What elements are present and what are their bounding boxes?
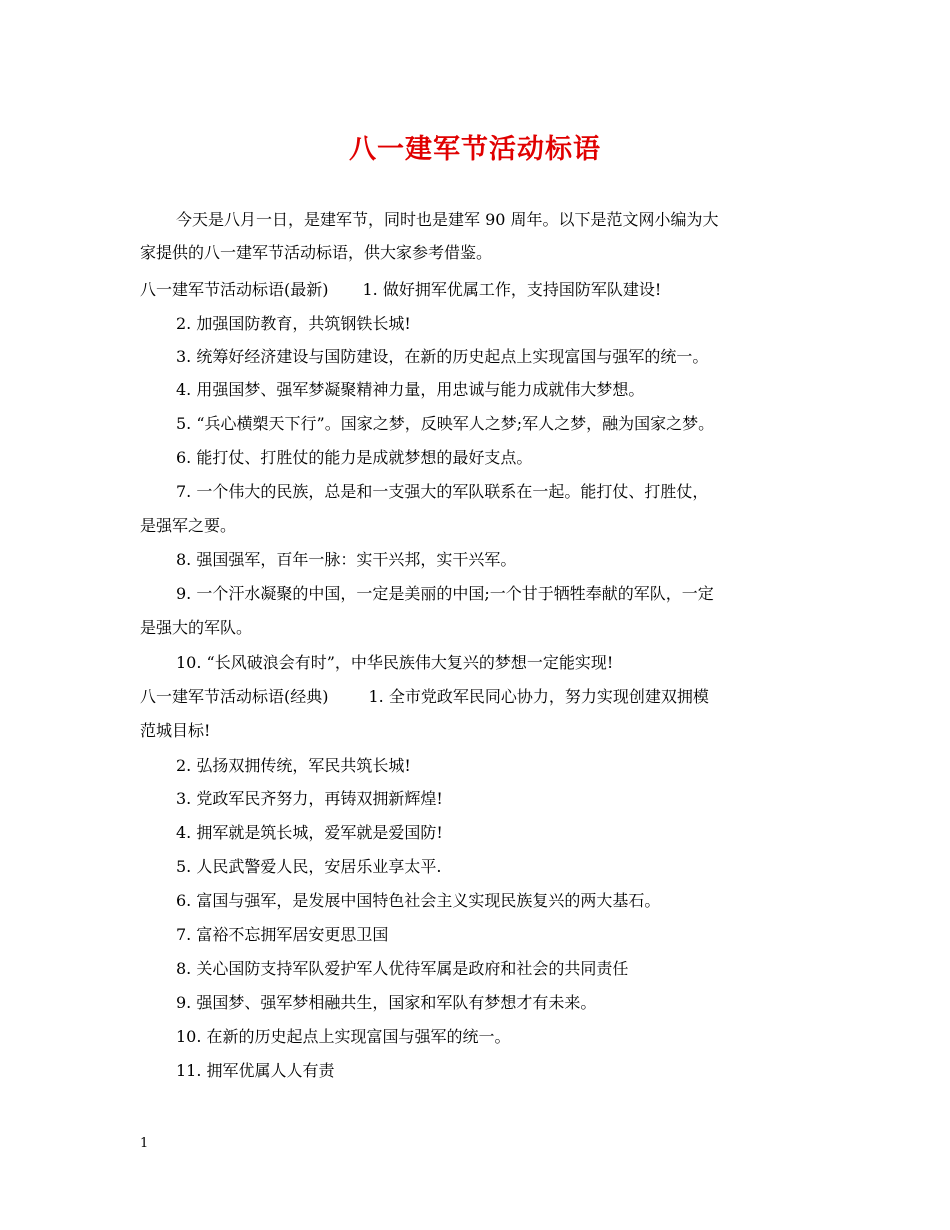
section2-item-10: 10. 在新的历史起点上实现富国与强军的统一。 [176, 1027, 511, 1046]
section2-item-3: 3. 党政军民齐努力，再铸双拥新辉煌! [176, 789, 443, 808]
section2-item-1: 1. 全市党政军民同心协力，努力实现创建双拥模 [368, 687, 709, 706]
section1-item-6: 6. 能打仗、打胜仗的能力是成就梦想的最好支点。 [176, 448, 533, 467]
section2-item-8: 8. 关心国防支持军队爱护军人优待军属是政府和社会的共同责任 [176, 959, 629, 978]
section2-item-5: 5. 人民武警爱人民，安居乐业享太平. [176, 857, 442, 876]
section1-item-7-cont: 是强军之要。 [140, 516, 237, 535]
section2-item-9: 9. 强国梦、强军梦相融共生，国家和军队有梦想才有未来。 [176, 993, 597, 1012]
section2-item-6: 6. 富国与强军，是发展中国特色社会主义实现民族复兴的两大基石。 [176, 891, 661, 910]
section1-item-2: 2. 加强国防教育，共筑钢铁长城! [176, 314, 411, 333]
page-number: 1 [140, 1136, 149, 1151]
section1-item-3: 3. 统筹好经济建设与国防建设，在新的历史起点上实现富国与强军的统一。 [176, 347, 709, 366]
section1-heading-line [140, 279, 661, 301]
section2-heading: 八一建军节活动标语(经典) [140, 687, 329, 706]
section2-item-11: 11. 拥军优属人人有责 [176, 1061, 335, 1080]
section2-item-2: 2. 弘扬双拥传统，军民共筑长城! [176, 756, 411, 775]
section2-item-7: 7. 富裕不忘拥军居安更思卫国 [176, 925, 389, 944]
section2-item-1-cont: 范城目标! [140, 721, 211, 740]
section1-item-8: 8. 强国强军，百年一脉：实干兴邦，实干兴军。 [176, 550, 517, 569]
section2-item-4: 4. 拥军就是筑长城，爱军就是爱国防! [176, 823, 443, 842]
section2-heading-line [140, 686, 709, 708]
section1-item-10: 10. “长风破浪会有时”，中华民族伟大复兴的梦想一定能实现! [176, 653, 614, 672]
intro-line-2: 家提供的八一建军节活动标语，供大家参考借鉴。 [140, 243, 493, 262]
section1-item-4: 4. 用强国梦、强军梦凝聚精神力量，用忠诚与能力成就伟大梦想。 [176, 380, 645, 399]
section1-item-9: 9. 一个汗水凝聚的中国，一定是美丽的中国;一个甘于牺牲奉献的军队，一定 [176, 584, 714, 603]
intro-line-1: 今天是八月一日，是建军节，同时也是建军 90 周年。以下是范文网小编为大 [176, 210, 719, 229]
section1-item-9-cont: 是强大的军队。 [140, 618, 253, 637]
section1-heading: 八一建军节活动标语(最新) [140, 280, 329, 299]
section1-item-5: 5. “兵心横槊天下行”。国家之梦，反映军人之梦;军人之梦，融为国家之梦。 [176, 414, 715, 433]
page-title: 八一建军节活动标语 [349, 134, 601, 165]
section1-item-1: 1. 做好拥军优属工作，支持国防军队建设! [362, 280, 662, 299]
section1-item-7: 7. 一个伟大的民族，总是和一支强大的军队联系在一起。能打仗、打胜仗， [176, 482, 709, 501]
